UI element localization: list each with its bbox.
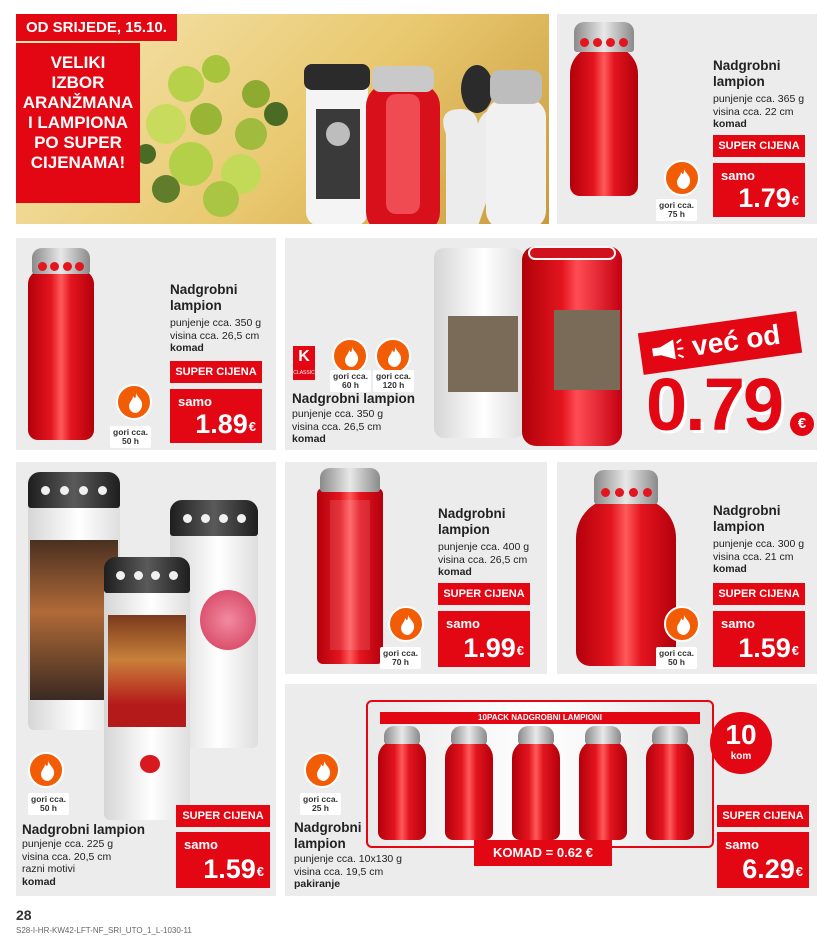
hero-headline bbox=[16, 43, 140, 203]
super-cijena-tag: SUPER CIJENA bbox=[170, 361, 262, 383]
product-title: Nadgrobni lampion bbox=[294, 820, 362, 851]
product-specs: punjenje cca. 300 g visina cca. 21 cm komad bbox=[713, 538, 805, 575]
price-value: 6.29€ bbox=[742, 854, 803, 884]
super-cijena-tag: SUPER CIJENA bbox=[713, 583, 805, 605]
pack-count-badge: 10 kom bbox=[710, 712, 772, 774]
product-specs: punjenje cca. 350 g visina cca. 26,5 cm komad bbox=[170, 317, 262, 354]
price-value: 1.99€ bbox=[463, 633, 524, 663]
hero-headline-line: IZBOR bbox=[51, 73, 105, 92]
burn-time-label: gori cca. 50 h bbox=[656, 647, 697, 669]
pack-sublabel: NADGROBNI LAMPIONI bbox=[511, 713, 602, 722]
product-specs: punjenje cca. 365 g visina cca. 22 cm komad bbox=[713, 93, 805, 130]
flame-icon bbox=[332, 338, 368, 374]
euro-badge: € bbox=[790, 412, 814, 436]
k-classic-logo: K CLASSIC bbox=[293, 346, 315, 380]
vec-od-banner: već od bbox=[638, 311, 802, 375]
flame-icon bbox=[664, 606, 700, 642]
burn-time-label: gori cca. 50 h bbox=[110, 426, 151, 448]
product-title: Nadgrobni lampion bbox=[438, 506, 506, 537]
samo-label: samo bbox=[721, 616, 755, 631]
super-cijena-tag: SUPER CIJENA bbox=[717, 805, 809, 827]
burn-time-label: gori cca. 70 h bbox=[380, 647, 421, 669]
flame-icon bbox=[28, 752, 64, 788]
product-specs: punjenje cca. 225 g visina cca. 20,5 cm razni motivi komad bbox=[22, 838, 114, 888]
product-title: Nadgrobni lampion bbox=[170, 282, 238, 313]
burn-time-label: gori cca. 25 h bbox=[300, 793, 341, 815]
burn-time-label: gori cca. 75 h bbox=[656, 199, 697, 221]
price-value: 1.59€ bbox=[203, 854, 264, 884]
samo-label: samo bbox=[184, 837, 218, 852]
flame-icon bbox=[375, 338, 411, 374]
samo-label: samo bbox=[446, 616, 480, 631]
burn-time-label: gori cca. 120 h bbox=[373, 370, 414, 392]
burn-time-label: gori cca. 50 h bbox=[28, 793, 69, 815]
price-box bbox=[713, 163, 805, 217]
product-title: Nadgrobni lampion bbox=[292, 391, 415, 406]
samo-label: samo bbox=[725, 837, 759, 852]
pack-label: 10PACK bbox=[478, 713, 510, 722]
burn-time-label: gori cca. 60 h bbox=[330, 370, 371, 392]
samo-label: samo bbox=[721, 168, 755, 183]
samo-label: samo bbox=[178, 394, 212, 409]
super-cijena-tag: SUPER CIJENA bbox=[713, 135, 805, 157]
hero-headline-line: PO SUPER bbox=[34, 133, 122, 152]
hero-headline-line: CIJENAMA! bbox=[30, 153, 126, 172]
price-box bbox=[717, 832, 809, 888]
hero-headline-line: VELIKI bbox=[50, 53, 106, 72]
super-cijena-tag: SUPER CIJENA bbox=[176, 805, 270, 827]
hero-headline-line: I LAMPIONA bbox=[27, 113, 129, 132]
product-specs: punjenje cca. 350 g visina cca. 26,5 cm komad bbox=[292, 408, 384, 445]
footer-code: S28-I-HR-KW42-LFT-NF_SRI_UTO_1_L-1030-11 bbox=[16, 926, 192, 935]
price-box bbox=[170, 389, 262, 443]
price-value: 1.59€ bbox=[738, 633, 799, 663]
product-specs: punjenje cca. 400 g visina cca. 26,5 cm komad bbox=[438, 541, 530, 578]
product-specs: punjenje cca. 10x130 g visina cca. 19,5 cm pakiranje bbox=[294, 853, 402, 890]
price-box bbox=[176, 832, 270, 888]
super-cijena-tag: SUPER CIJENA bbox=[438, 583, 530, 605]
big-price-value: 0.79 bbox=[646, 363, 783, 446]
flame-icon bbox=[664, 160, 700, 196]
date-tag: OD SRIJEDE, 15.10. bbox=[16, 14, 177, 41]
product-title: Nadgrobni lampion bbox=[713, 58, 781, 89]
flame-icon bbox=[116, 384, 152, 420]
flame-icon bbox=[388, 606, 424, 642]
hero-headline-line: ARANŽMANA bbox=[22, 93, 134, 112]
price-box bbox=[713, 611, 805, 667]
megaphone-icon bbox=[649, 336, 686, 364]
product-title: Nadgrobni lampion bbox=[713, 503, 781, 534]
price-value: 1.79€ bbox=[738, 183, 799, 213]
price-box bbox=[438, 611, 530, 667]
unit-price-strip: KOMAD = 0.62 € bbox=[474, 840, 612, 866]
page-number: 28 bbox=[16, 907, 32, 923]
flame-icon bbox=[304, 752, 340, 788]
product-title: Nadgrobni lampion bbox=[22, 822, 145, 837]
price-value: 1.89€ bbox=[195, 409, 256, 439]
